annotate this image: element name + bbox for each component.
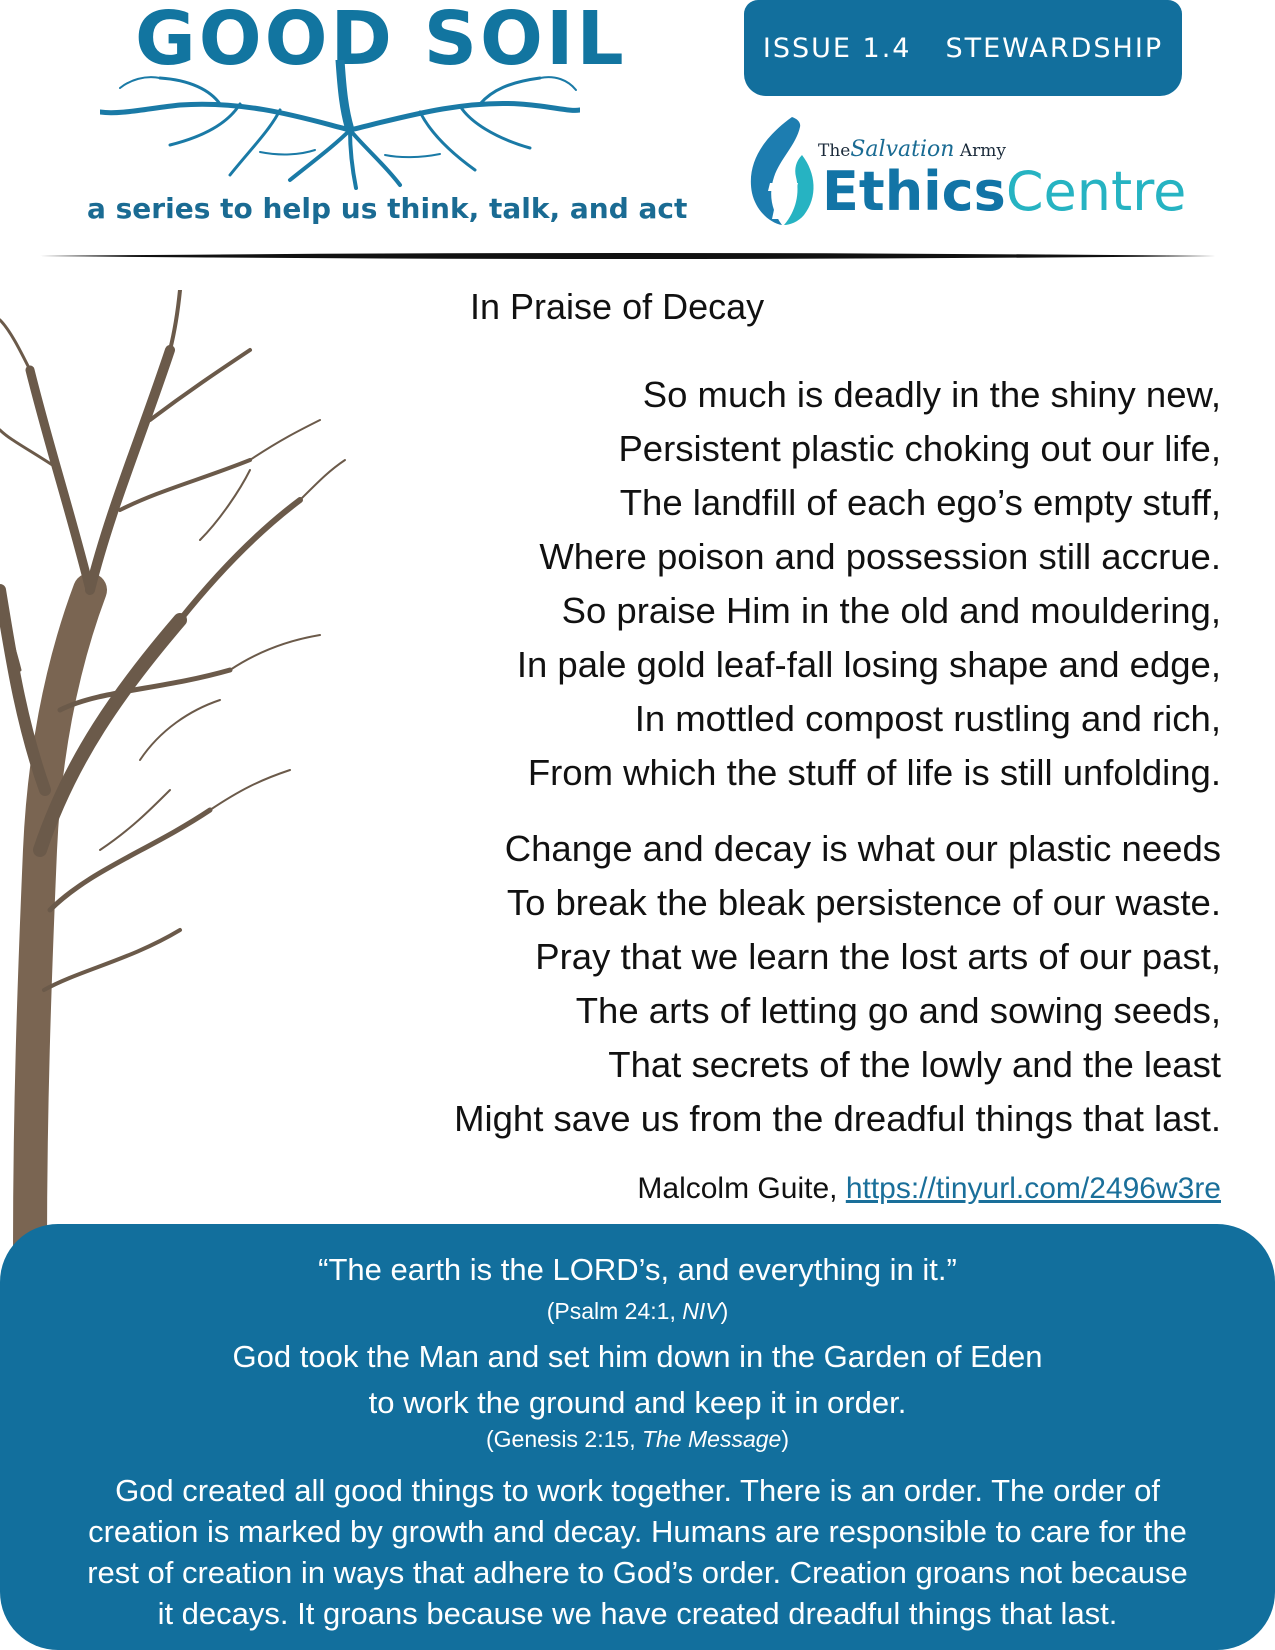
poem-line: Might save us from the dreadful things that last. bbox=[454, 1098, 1221, 1139]
scripture-quote-1: “The earth is the LORD’s, and everything in it.” bbox=[318, 1252, 957, 1287]
poem-line: Pray that we learn the lost arts of our past, bbox=[535, 936, 1221, 977]
poem-line: The landfill of each ego’s empty stuff, bbox=[619, 482, 1221, 523]
issue-number: ISSUE 1.4 bbox=[762, 32, 912, 64]
poem-line: The arts of letting go and sowing seeds, bbox=[575, 990, 1221, 1031]
scripture-panel bbox=[0, 1224, 1275, 1650]
poem-line: Change and decay is what our plastic needs bbox=[504, 828, 1221, 869]
poem-credit bbox=[637, 1172, 1221, 1206]
poem-line: From which the stuff of life is still unfolding. bbox=[527, 752, 1221, 793]
poem-line: Where poison and possession still accrue. bbox=[539, 536, 1221, 577]
poem-line: That secrets of the lowly and the least bbox=[608, 1044, 1221, 1085]
brand-title: GOOD SOIL bbox=[135, 0, 627, 82]
reflection-text: God created all good things to work together. There is an order. The order of creation is marked by growth and decay. Humans are responsible to care for the rest of creation in ways that adhere to God’s order. Creation groans not because it decays. It groans because we have created dreadful things that last. bbox=[87, 1473, 1188, 1631]
poem-line: In mottled compost rustling and rich, bbox=[634, 698, 1221, 739]
tagline: a series to help us think, talk, and act bbox=[87, 192, 688, 225]
poem-line: Persistent plastic choking out our life, bbox=[618, 428, 1221, 469]
issue-theme: STEWARDSHIP bbox=[945, 32, 1164, 64]
bare-tree-illustration bbox=[0, 290, 360, 1250]
poem-line: In pale gold leaf-fall losing shape and edge, bbox=[516, 644, 1221, 685]
poem-line: So praise Him in the old and mouldering, bbox=[561, 590, 1221, 631]
poem-title: In Praise of Decay bbox=[470, 286, 765, 327]
scripture-reference-1: (Psalm 24:1, NIV) bbox=[546, 1298, 729, 1324]
poem-stanza-2 bbox=[454, 822, 1221, 1146]
ethics-centre-logo bbox=[744, 115, 1194, 235]
poem-author: Malcolm Guite, bbox=[637, 1172, 838, 1205]
scripture-quote-2: God took the Man and set him down in the Garden of Eden to work the ground and keep it in order. bbox=[232, 1339, 1043, 1420]
scripture-reference-2: (Genesis 2:15, The Message) bbox=[486, 1426, 789, 1452]
poem-line: So much is deadly in the shiny new, bbox=[642, 374, 1221, 415]
logo-name: EthicsCentre bbox=[822, 160, 1187, 223]
issue-badge bbox=[744, 0, 1182, 96]
poem-stanza-1 bbox=[517, 368, 1221, 800]
logo-army-line: TheSalvation Army bbox=[818, 137, 1006, 162]
good-soil-brand bbox=[80, 0, 688, 240]
poem-line: To break the bleak persistence of our waste. bbox=[506, 882, 1221, 923]
poem-source-link[interactable]: https://tinyurl.com/2496w3re bbox=[845, 1172, 1221, 1205]
header-divider bbox=[40, 252, 1216, 260]
flame-cross-icon bbox=[744, 115, 819, 227]
roots-icon bbox=[100, 60, 580, 190]
